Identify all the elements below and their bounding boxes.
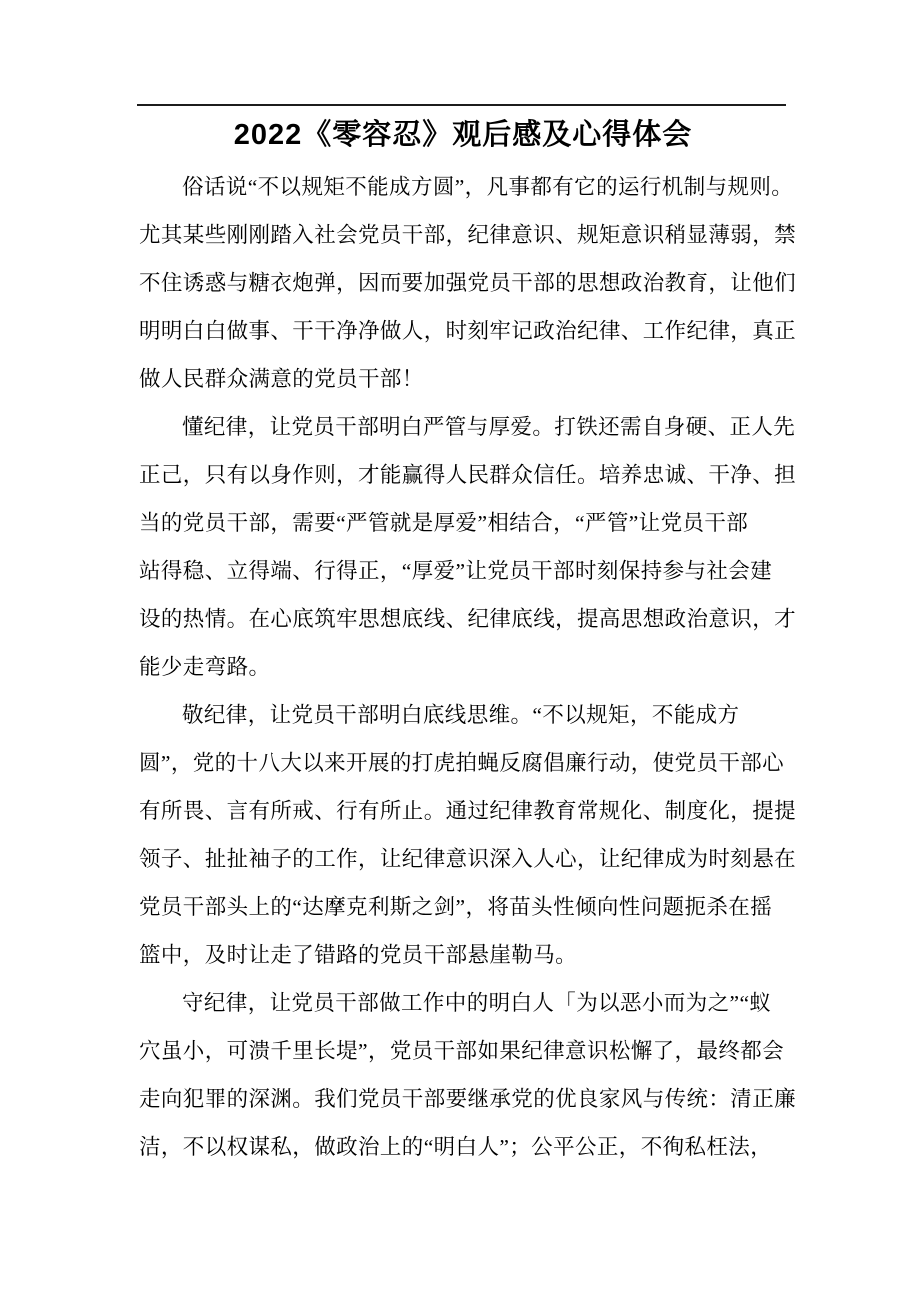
paragraph-3-line-1: 敬纪律，让党员干部明白底线思维。“不以规矩，不能成方 bbox=[182, 703, 740, 727]
paragraph-3-line-5: 党员干部头上的“达摩克利斯之剑”，将苗头性倾向性问题扼杀在摇 bbox=[139, 895, 773, 919]
paragraph-1-line-2: 尤其某些刚刚踏入社会党员干部，纪律意识、规矩意识稍显薄弱，禁 bbox=[139, 223, 797, 247]
paragraph-1-line-5: 做人民群众满意的党员干部！ bbox=[139, 367, 424, 391]
paragraph-2-line-2: 正己，只有以身作则，才能赢得人民群众信任。培养忠诚、干净、担 bbox=[139, 463, 797, 487]
paragraph-1-line-3: 不住诱惑与糖衣炮弹，因而要加强党员干部的思想政治教育，让他们 bbox=[139, 271, 797, 295]
paragraph-4-line-2: 穴虽小，可溃千里长堤”，党员干部如果纪律意识松懈了，最终都会 bbox=[139, 1039, 785, 1063]
paragraph-4-line-1: 守纪律，让党员干部做工作中的明白人「为以恶小而为之”“蚁 bbox=[182, 991, 772, 1015]
paragraph-3-line-3: 有所畏、言有所戒、行有所止。通过纪律教育常规化、制度化，提提 bbox=[139, 799, 797, 823]
paragraph-3-line-6: 篮中，及时让走了错路的党员干部悬崖勒马。 bbox=[139, 943, 578, 967]
paragraph-4-line-3: 走向犯罪的深渊。我们党员干部要继承党的优良家风与传统：清正廉 bbox=[139, 1087, 797, 1111]
paragraph-2-line-6: 能少走弯路。 bbox=[139, 655, 271, 679]
document-title: 2022《零容忍》观后感及心得体会 bbox=[233, 119, 693, 151]
paragraph-3-line-4: 领子、扯扯袖子的工作，让纪律意识深入人心，让纪律成为时刻悬在 bbox=[139, 847, 797, 871]
paragraph-3-line-2: 圆”，党的十八大以来开展的打虎拍蝇反腐倡廉行动，使党员干部心 bbox=[139, 751, 785, 775]
paragraph-1-line-1: 俗话说“不以规矩不能成方圆”，凡事都有它的运行机制与规则。 bbox=[182, 175, 794, 199]
paragraph-2-line-5: 设的热情。在心底筑牢思想底线、纪律底线，提高思想政治意识，才 bbox=[139, 607, 797, 631]
paragraph-2-line-1: 懂纪律，让党员干部明白严管与厚爱。打铁还需自身硬、正人先 bbox=[182, 415, 796, 439]
header-divider-line bbox=[137, 104, 786, 106]
document-body bbox=[139, 163, 797, 1171]
paragraph-2-line-4: 站得稳、立得端、行得正，“厚爱”让党员干部时刻保持参与社会建 bbox=[139, 559, 773, 583]
paragraph-4-line-4: 洁，不以权谋私，做政治上的“明白人”；公平公正，不徇私枉法， bbox=[139, 1135, 773, 1159]
paragraph-1-line-4: 明明白白做事、干干净净做人，时刻牢记政治纪律、工作纪律，真正 bbox=[139, 319, 797, 343]
paragraph-2-line-3: 当的党员干部，需要“严管就是厚爱”相结合，“严管”让党员干部 bbox=[139, 511, 749, 535]
